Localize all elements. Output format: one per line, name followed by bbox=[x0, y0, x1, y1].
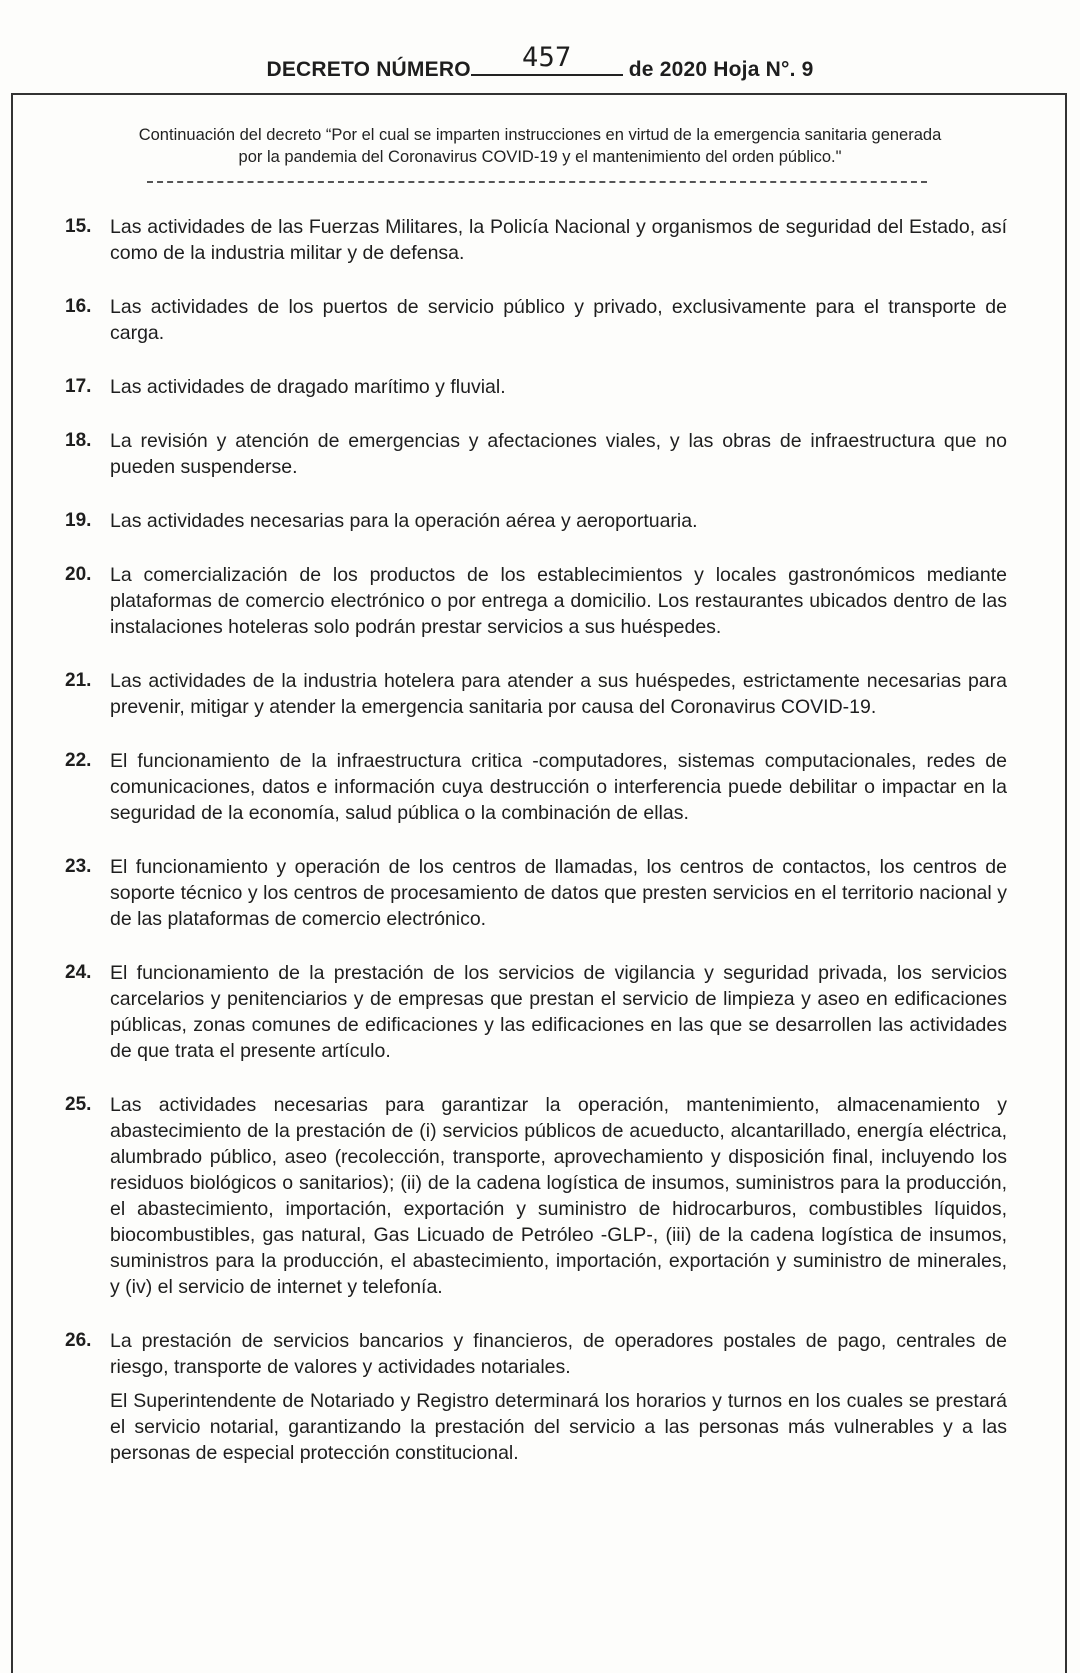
item-number: 20. bbox=[65, 564, 92, 585]
list-item-15 bbox=[65, 214, 1007, 266]
item-number: 21. bbox=[65, 670, 92, 691]
decree-header bbox=[0, 42, 1080, 82]
item-number: 17. bbox=[65, 376, 92, 397]
list-item-19 bbox=[65, 508, 1007, 534]
decree-subtitle bbox=[40, 124, 1040, 168]
subtitle-line-1: Continuación del decreto “Por el cual se imparten instrucciones en virtud de la emergencia sanitaria generada bbox=[138, 126, 942, 144]
subtitle-line-2: por la pandemia del Coronavirus COVID-19 y el mantenimiento del orden público." bbox=[238, 148, 842, 166]
activity-list bbox=[65, 214, 1007, 1466]
item-number: 25. bbox=[65, 1094, 92, 1115]
decree-year-page: de 2020 Hoja N°. 9 bbox=[628, 58, 814, 81]
item-text: Las actividades de las Fuerzas Militares, la Policía Nacional y organismos de seguridad del Estado, así como de la industria militar y de defensa. bbox=[110, 216, 1007, 264]
decree-number: 457 bbox=[522, 42, 572, 73]
list-item-21 bbox=[65, 668, 1007, 720]
item-text: La revisión y atención de emergencias y afectaciones viales, y las obras de infraestructura que no pueden suspenderse. bbox=[110, 430, 1007, 478]
list-item-26 bbox=[65, 1328, 1007, 1380]
list-item-20 bbox=[65, 562, 1007, 640]
item-number: 24. bbox=[65, 962, 92, 983]
item-number: 16. bbox=[65, 296, 92, 317]
item-text: La prestación de servicios bancarios y financieros, de operadores postales de pago, centrales de riesgo, transporte de valores y actividades notariales. bbox=[110, 1330, 1007, 1378]
item-text: El funcionamiento de la prestación de los servicios de vigilancia y seguridad privada, los servicios carcelarios y penitenciarios y de empresas que prestan el servicio de limpieza y aseo en edificaciones públicas, zonas comunes de edificaciones y las edificaciones en las que se desarrollen las actividades de que trata el presente artículo. bbox=[110, 962, 1007, 1062]
item-text: Las actividades de dragado marítimo y fluvial. bbox=[110, 376, 506, 398]
dashed-divider bbox=[147, 181, 927, 183]
item-number: 19. bbox=[65, 510, 92, 531]
list-item-18 bbox=[65, 428, 1007, 480]
item-text: Las actividades de los puertos de servicio público y privado, exclusivamente para el transporte de carga. bbox=[110, 296, 1007, 344]
item-text: Las actividades necesarias para la operación aérea y aeroportuaria. bbox=[110, 510, 698, 532]
list-item-23 bbox=[65, 854, 1007, 932]
list-item-16 bbox=[65, 294, 1007, 346]
item-text: Las actividades necesarias para garantizar la operación, mantenimiento, almacenamiento y abastecimiento de la prestación de (i) servicios públicos de acueducto, alcantarillado, energía eléctrica, alumbrado público, aseo (recolección, transporte, aprovechamiento y disposición final, incluyendo los residuos biológicos o sanitarios); (ii) de la cadena logística de insumos, suministros para la producción, el abastecimiento, importación, exportación y suministro de hidrocarburos, combustibles líquidos, biocombustibles, gas natural, Gas Licuado de Petróleo -GLP-, (iii) de la cadena logística de insumos, suministros para la producción, el abastecimiento, importación, exportación y suministro de minerales, y (iv) el servicio de internet y telefonía. bbox=[110, 1094, 1007, 1298]
decree-number-line bbox=[471, 42, 623, 76]
item-number: 18. bbox=[65, 430, 92, 451]
item-number: 26. bbox=[65, 1330, 92, 1351]
item-number: 15. bbox=[65, 216, 92, 237]
list-item-17 bbox=[65, 374, 1007, 400]
list-item-22 bbox=[65, 748, 1007, 826]
list-item-24 bbox=[65, 960, 1007, 1064]
item-number: 23. bbox=[65, 856, 92, 877]
item-text: La comercialización de los productos de los establecimientos y locales gastronómicos mediante plataformas de comercio electrónico o por entrega a domicilio. Los restaurantes ubicados dentro de las instalaciones hoteleras solo podrán prestar servicios a sus huéspedes. bbox=[110, 564, 1007, 638]
item-26-paragraph: El Superintendente de Notariado y Registro determinará los horarios y turnos en los cuales se prestará el servicio notarial, garantizando la prestación del servicio a las personas más vulnerables y a las personas de especial protección constitucional. bbox=[110, 1390, 1007, 1464]
decree-label: DECRETO NÚMERO bbox=[266, 58, 471, 81]
item-text: Las actividades de la industria hotelera para atender a sus huéspedes, estrictamente necesarias para prevenir, mitigar y atender la emergencia sanitaria por causa del Coronavirus COVID-19. bbox=[110, 670, 1007, 718]
item-text: El funcionamiento de la infraestructura critica -computadores, sistemas computacionales, redes de comunicaciones, datos e información cuya destrucción o interferencia puede debilitar o impactar en la seguridad de la economía, salud pública o la combinación de ellas. bbox=[110, 750, 1007, 824]
item-text: El funcionamiento y operación de los centros de llamadas, los centros de contactos, los centros de soporte técnico y los centros de procesamiento de datos que presten servicios en el territorio nacional y de las plataformas de comercio electrónico. bbox=[110, 856, 1007, 930]
item-number: 22. bbox=[65, 750, 92, 771]
list-item-25 bbox=[65, 1092, 1007, 1300]
